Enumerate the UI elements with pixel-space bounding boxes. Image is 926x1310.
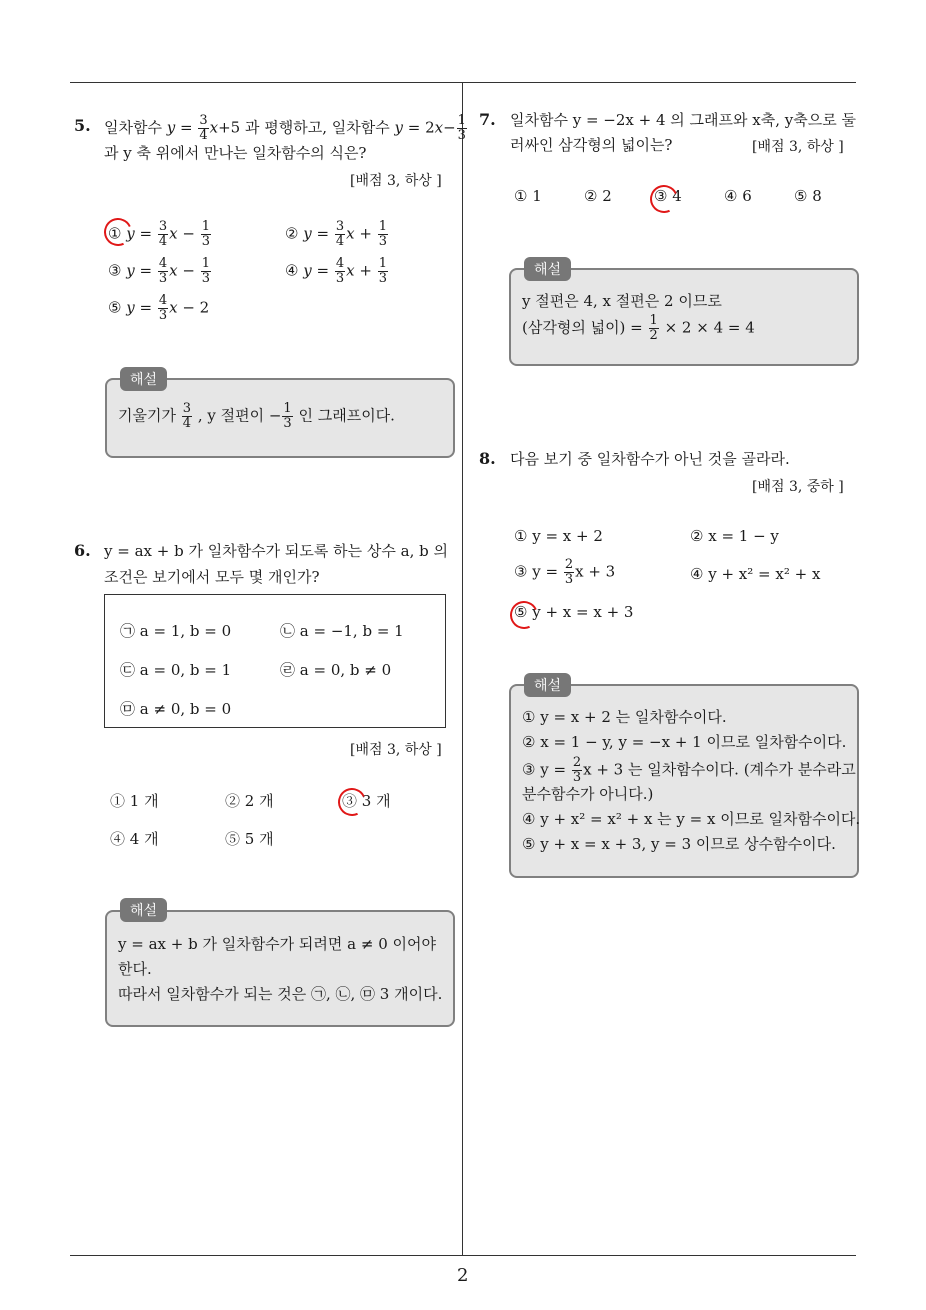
q8-explanation-line-3: ③ y = $\frac{2}{3}$ x + 3 는 일차함수이다. (계수가 분수라고 [522, 755, 856, 785]
q7-number: 7. [479, 110, 496, 129]
q6-line1: y = ax + b 가 일차함수가 되도록 하는 상수 a, b 의 [104, 542, 449, 560]
q6-condition-5: ㉤ a ≠ 0, b = 0 [120, 700, 232, 718]
column-divider [462, 83, 463, 1256]
q6-explanation-line-3: 따라서 일차함수가 되는 것은 ㉠, ㉡, ㉤ 3 개이다. [118, 985, 443, 1003]
q6-explanation-box [105, 910, 455, 1027]
q8-option-3[interactable]: ③ y = $\frac{2}{3}$ x + 3 [514, 557, 616, 587]
q5-exp-post: 인 그래프이다. [298, 406, 395, 425]
q7-exp2-post: × 2 × 4 = 4 [664, 318, 755, 337]
q6-explanation-tag: 해설 [120, 898, 167, 922]
q8-option-4[interactable]: ④ y + x² = x² + x [690, 565, 821, 583]
q5-option-4-marker: ④ [285, 261, 299, 280]
q7-option-1[interactable]: ① 1 [514, 187, 542, 205]
q8-explanation-line-2: ② x = 1 − y, y = −x + 1 이므로 일차함수이다. [522, 733, 847, 751]
top-rule [70, 82, 856, 83]
q7-explanation-line-1: y 절편은 4, x 절편은 2 이므로 [522, 292, 722, 310]
q6-condition-4: ㉣ a = 0, b ≠ 0 [280, 661, 392, 679]
q5-exp-pre: 기울기가 [118, 406, 176, 425]
q8-exp3-pre: ③ y = [522, 760, 567, 779]
q5-option-4[interactable]: ④ y = $\frac{4}{3}$ x + $\frac{1}{3}$ [285, 256, 387, 286]
q6-option-2[interactable]: ② 2 개 [225, 792, 274, 810]
q6-condition-2: ㉡ a = −1, b = 1 [280, 622, 404, 640]
q5-explanation-text: 기울기가 $\frac{3}{4}$ , y 절편이 − $\frac{1}{3}$ 인 그래프이다. [118, 401, 395, 431]
q6-option-5[interactable]: ⑤ 5 개 [225, 830, 274, 848]
q6-option-3[interactable]: ③ 3 개 [342, 792, 391, 810]
q5-line1-pre: 일차함수 [104, 118, 162, 137]
q8-option-1[interactable]: ① y = x + 2 [514, 527, 603, 545]
q7-explanation-tag: 해설 [524, 257, 571, 281]
q7-explanation-line-2: (삼각형의 넓이) = $\frac{1}{2}$ × 2 × 4 = 4 [522, 313, 755, 343]
q6-condition-3: ㉢ a = 0, b = 1 [120, 661, 232, 679]
q5-option-2[interactable]: ② y = $\frac{3}{4}$ x + $\frac{1}{3}$ [285, 219, 387, 249]
q8-exp3-post: x + 3 는 일차함수이다. (계수가 분수라고 [583, 760, 856, 779]
q7-meta: [배점 3, 하상 ] [752, 139, 844, 155]
q8-explanation-tag: 해설 [524, 673, 571, 697]
q8-explanation-line-5: ④ y + x² = x² + x 는 y = x 이므로 일차함수이다. [522, 810, 861, 828]
q7-exp2-pre: (삼각형의 넓이) = [522, 318, 643, 337]
q5-option-3[interactable]: ③ y = $\frac{4}{3}$ x − $\frac{1}{3}$ [108, 256, 210, 286]
q6-explanation-line-1: y = ax + b 가 일차함수가 되려면 a ≠ 0 이어야 [118, 935, 436, 953]
q6-explanation-line-2: 한다. [118, 960, 152, 978]
q8-number: 8. [479, 449, 496, 468]
q8-meta: [배점 3, 중하 ] [752, 479, 844, 495]
q7-option-2[interactable]: ② 2 [584, 187, 612, 205]
q8-line1: 다음 보기 중 일차함수가 아닌 것을 골라라. [510, 450, 790, 468]
q7-option-5[interactable]: ⑤ 8 [794, 187, 822, 205]
q6-line2: 조건은 보기에서 모두 몇 개인가? [104, 568, 320, 586]
bottom-rule [70, 1255, 856, 1256]
q6-option-1[interactable]: ① 1 개 [110, 792, 159, 810]
q5-line1: 일차함수 y = $\frac{3}{4}$ x+5 과 평행하고, 일차함수 y = 2x− $\frac{1}{3}$ [104, 113, 466, 143]
q5-meta: [배점 3, 하상 ] [350, 173, 442, 189]
q7-option-4[interactable]: ④ 6 [724, 187, 752, 205]
q7-line2: 러싸인 삼각형의 넓이는? [510, 136, 673, 154]
q5-option-1[interactable]: ① y = $\frac{3}{4}$ x − $\frac{1}{3}$ [108, 219, 210, 249]
q5-line2: 과 y 축 위에서 만나는 일차함수의 식은? [104, 144, 367, 162]
page-number: 2 [457, 1265, 469, 1286]
q5-option-5[interactable]: ⑤ y = $\frac{4}{3}$ x − 2 [108, 293, 210, 323]
q8-option-2[interactable]: ② x = 1 − y [690, 527, 779, 545]
q5-line1-mid: 과 평행하고, 일차함수 [244, 118, 390, 137]
q8-explanation-line-4: 분수함수가 아니다.) [522, 785, 654, 803]
q6-number: 6. [74, 541, 91, 560]
q5-frac-3-4: $\frac{3}{4}$ [199, 113, 208, 143]
q7-line1: 일차함수 y = −2x + 4 의 그래프와 x축, y축으로 둘 [510, 111, 856, 129]
q5-exp-mid: , y 절편이 [197, 406, 265, 425]
q5-option-2-marker: ② [285, 224, 299, 243]
q8-option-5[interactable]: ⑤ y + x = x + 3 [514, 603, 634, 621]
q5-number: 5. [74, 116, 91, 135]
q8-explanation-line-6: ⑤ y + x = x + 3, y = 3 이므로 상수함수이다. [522, 835, 836, 853]
q5-frac-1-3: $\frac{1}{3}$ [457, 113, 466, 143]
q8-option-3-post: x + 3 [575, 562, 616, 581]
q5-option-1-marker: ① [108, 224, 122, 243]
q6-meta: [배점 3, 하상 ] [350, 742, 442, 758]
q6-condition-1: ㉠ a = 1, b = 0 [120, 622, 232, 640]
q5-option-3-marker: ③ [108, 261, 122, 280]
q8-explanation-line-1: ① y = x + 2 는 일차함수이다. [522, 708, 727, 726]
q6-option-4[interactable]: ④ 4 개 [110, 830, 159, 848]
q5-explanation-tag: 해설 [120, 367, 167, 391]
q8-option-3-pre: ③ y = [514, 562, 559, 581]
q5-option-5-marker: ⑤ [108, 298, 122, 317]
q7-option-3[interactable]: ③ 4 [654, 187, 682, 205]
